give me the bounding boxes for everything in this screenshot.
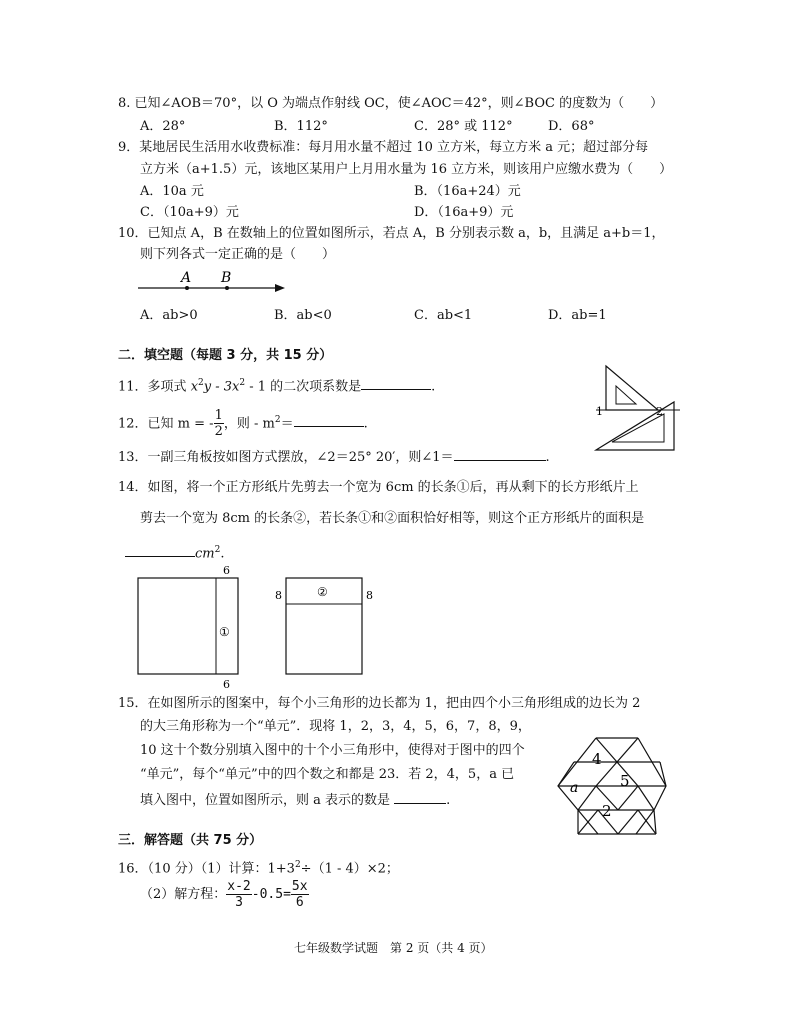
q9-option-c: C．（10a+9）元: [140, 205, 239, 220]
q10-line2: 则下列各式一定正确的是（ ）: [140, 247, 336, 262]
page-footer: 七年级数学试题 第 2 页（共 4 页）: [294, 941, 493, 955]
q15-line1: 15．在如图所示的图案中，每个小三角形的边长都为 1，把由四个小三角形组成的边长为 2: [118, 696, 641, 711]
q9-option-a: A．10a 元: [140, 184, 204, 199]
q14-line1: 14．如图，将一个正方形纸片先剪去一个宽为 6cm 的长条①后，再从剩下的长方形纸片上: [118, 480, 639, 495]
q10-option-d: D．ab=1: [548, 308, 607, 323]
q10-option-a: A．ab>0: [140, 308, 198, 323]
strip-2-label: ②: [317, 585, 328, 599]
set-square-outer-1: [606, 366, 658, 410]
angle-1-label: 1: [596, 405, 603, 418]
q10-line1: 10．已知点 A，B 在数轴上的位置如图所示，若点 A，B 分别表示数 a，b，且满足 a+b＝1，: [118, 226, 665, 241]
point-b-label: B: [221, 270, 232, 286]
q8-option-d: D．68°: [548, 119, 595, 134]
triangle-grid-figure: [552, 732, 672, 836]
q15-answer-blank[interactable]: [394, 789, 446, 804]
q15-line5: 填入图中，位置如图所示，则 a 表示的数是 .: [140, 789, 450, 811]
section-2-title: 二．填空题（每题 3 分，共 15 分）: [118, 348, 333, 363]
q15-line4: “单元”，每个“单元”中的四个数之和都是 23．若 2，4，5，a 已: [140, 767, 515, 782]
q11: 11．多项式 $x^2y - 3x^2 - 1$ 的二次项系数是 .: [118, 373, 435, 397]
q10-option-c: C．ab<1: [414, 308, 473, 323]
fig1-top-label: 6: [223, 564, 230, 577]
q11-answer-blank[interactable]: [361, 375, 431, 390]
cell-a: a: [570, 780, 579, 796]
q9-option-b: B．（16a+24）元: [414, 184, 521, 199]
q16-part2: （2）解方程： $\frac{x-2}{3}$ -0.5= $\frac{5x}{6}$: [140, 879, 308, 910]
section-3-title: 三．解答题（共 75 分）: [118, 833, 263, 848]
q8-option-b: B．112°: [274, 119, 328, 134]
q8-stem: 8. 已知∠AOB＝70°，以 O 为端点作射线 OC，使∠AOC＝42°，则∠BOC 的度数为（ ）: [118, 96, 664, 111]
q13-answer-blank[interactable]: [454, 446, 546, 461]
q14-line3: $cm^2$.: [125, 540, 224, 564]
cell-4: 4: [592, 750, 602, 768]
fig2-left-label: 8: [275, 589, 282, 602]
q8-option-c: C．28° 或 112°: [414, 119, 513, 134]
q16-fraction-1: $\frac{x-2}{3}$: [227, 879, 251, 910]
q9-line2: 立方米（a+1.5）元，该地区某用户上月用水量为 16 立方米，则该用户应缴水费为（ ）: [140, 162, 673, 177]
q12-answer-blank[interactable]: [294, 412, 364, 427]
q8-option-a: A．28°: [140, 119, 186, 134]
square-paper-figures: [130, 562, 390, 692]
strip-1-label: ①: [219, 625, 230, 639]
q10-option-b: B．ab<0: [274, 308, 332, 323]
q16-fraction-2: $\frac{5x}{6}$: [291, 879, 308, 910]
q14-answer-blank[interactable]: [125, 542, 195, 557]
set-squares-figure: [588, 362, 688, 454]
q13: 13．一副三角板按如图方式摆放，∠2＝25° 20′，则∠1＝ .: [118, 446, 550, 468]
q15-line2: 的大三角形称为一个“单元”．现将 1，2，3，4，5，6，7，8，9，: [140, 719, 531, 734]
q16-part1: 16．（10 分）（1）计算：$1+3^2\div(1 - 4)\times 2$；: [118, 860, 399, 877]
q14-line2: 剪去一个宽为 8cm 的长条②，若长条①和②面积恰好相等，则这个正方形纸片的面积是: [140, 511, 645, 526]
fig2-right-label: 8: [366, 589, 373, 602]
fig1-bottom-label: 6: [223, 678, 230, 691]
point-b-dot: [225, 286, 229, 290]
q15-line3: 10 这十个数分别填入图中的十个小三角形中，使得对于图中的四个: [140, 743, 525, 758]
cell-5: 5: [620, 772, 630, 790]
number-line-figure: [135, 268, 295, 298]
cell-2: 2: [602, 802, 612, 820]
q12: 12．已知 m = - $\frac{1}{2}$ ，则 - $m^2=$ .: [118, 408, 368, 440]
point-a-label: A: [181, 270, 192, 286]
number-line-arrow: [275, 284, 285, 292]
point-a-dot: [185, 286, 189, 290]
q12-fraction: $\frac{1}{2}$: [214, 408, 223, 440]
q9-option-d: D．（16a+9）元: [414, 205, 514, 220]
set-square-inner-2: [612, 414, 664, 442]
angle-2-label: 2: [656, 405, 663, 418]
q9-line1: 9．某地居民生活用水收费标准：每月用水量不超过 10 立方米，每立方米 a 元；超过部分每: [118, 140, 649, 155]
